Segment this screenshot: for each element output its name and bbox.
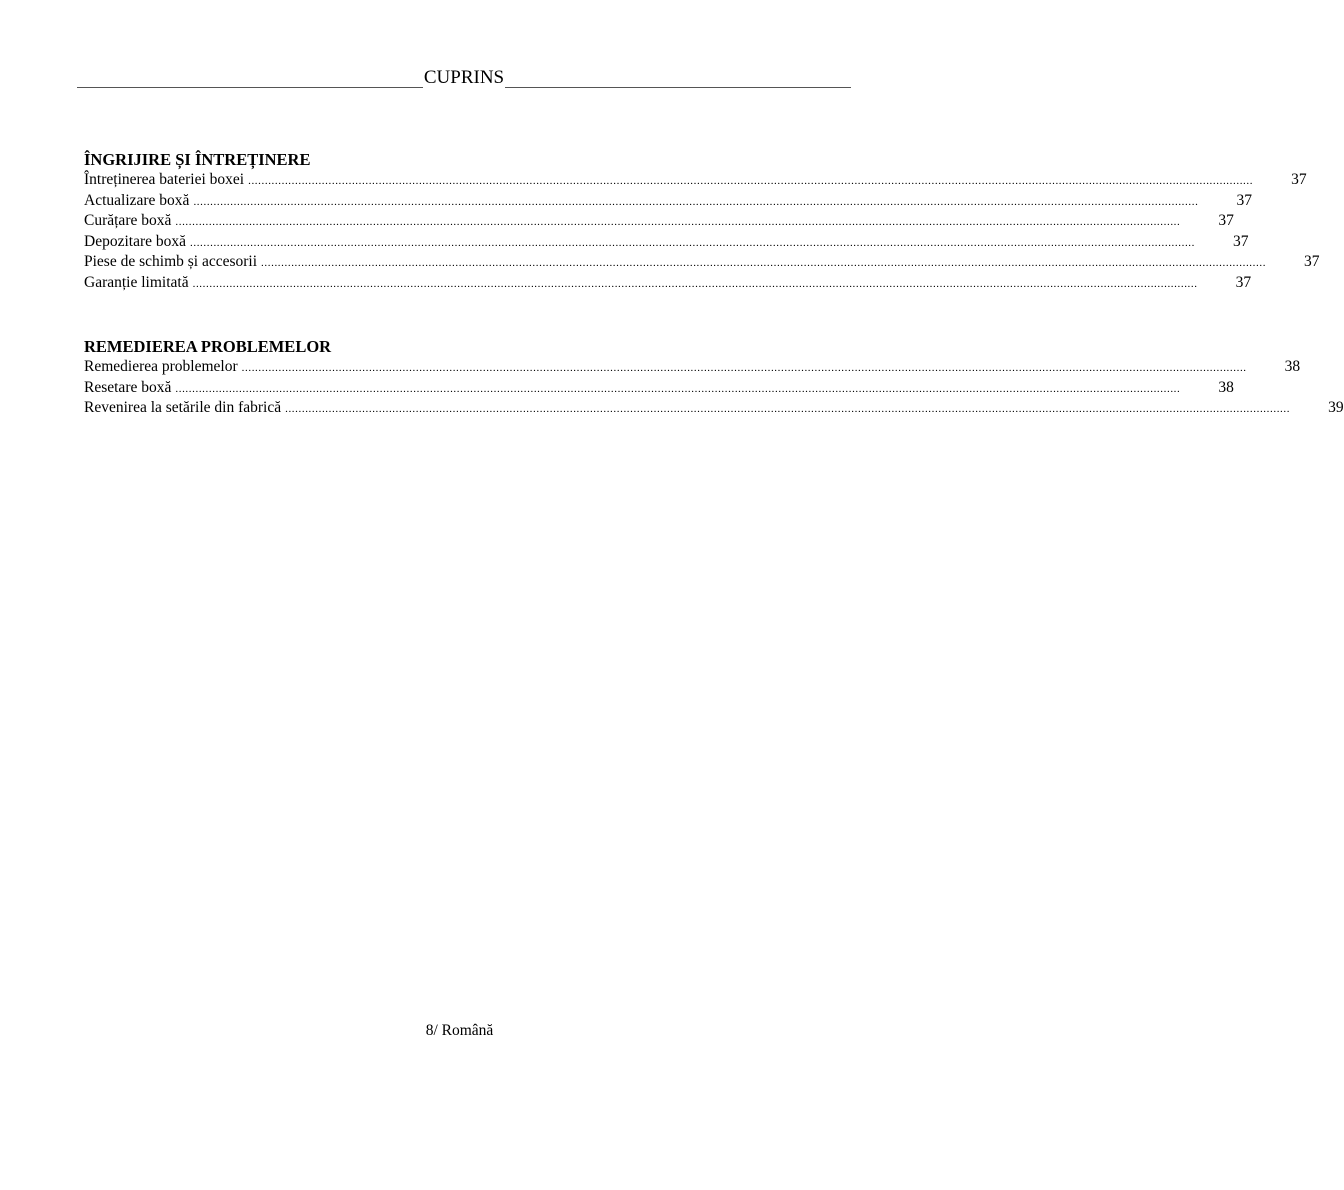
toc-entry-page: 38	[1218, 378, 1234, 396]
page-footer: 8/ Română	[425, 1022, 494, 1039]
toc-entry[interactable]	[84, 378, 1234, 399]
toc-leader-dots: ............................................................................................................................................................................................................................................................................................................	[285, 403, 1291, 416]
toc-entry-label: Curățare boxă	[84, 212, 172, 230]
toc-entry-label: Piese de schimb și accesorii	[84, 253, 258, 271]
toc-entry-page: 37	[1233, 232, 1249, 250]
toc-entry[interactable]	[84, 232, 1249, 253]
toc-entry-label: Actualizare boxă	[84, 191, 190, 209]
toc-entry[interactable]	[84, 398, 1344, 419]
toc-entry-label: Resetare boxă	[84, 378, 172, 396]
toc-entry-page: 37	[1218, 212, 1234, 230]
toc-section-care	[84, 150, 1320, 294]
toc-leader-dots: ............................................................................................................................................................................................................................................................................................................	[193, 195, 1199, 208]
page-title: CUPRINS	[423, 67, 505, 88]
toc-entry-page: 37	[1235, 273, 1252, 291]
toc-entry-label: Revenirea la setările din fabrică	[84, 399, 282, 417]
toc-leader-dots: ............................................................................................................................................................................................................................................................................................................	[190, 236, 1195, 249]
toc-entry-page: 39	[1328, 399, 1344, 417]
section-title: REMEDIEREA PROBLEMELOR	[84, 337, 332, 356]
toc-leader-dots: ............................................................................................................................................................................................................................................................................................................	[261, 257, 1267, 270]
toc-entry[interactable]	[84, 357, 1301, 378]
header-rule-left	[77, 87, 423, 88]
page-header	[77, 64, 851, 89]
toc-entry-label: Remedierea problemelor	[84, 358, 238, 375]
toc-leader-dots: ............................................................................................................................................................................................................................................................................................................	[175, 216, 1181, 229]
toc-leader-dots: ............................................................................................................................................................................................................................................................................................................	[192, 277, 1198, 290]
toc-section-troubleshooting	[84, 337, 1344, 419]
toc-entry-label: Garanție limitată	[84, 273, 189, 291]
toc-leader-dots: ............................................................................................................................................................................................................................................................................................................	[241, 362, 1247, 374]
toc-entry[interactable]	[84, 211, 1234, 232]
header-rule-right	[505, 87, 851, 88]
toc-entry[interactable]	[84, 170, 1307, 191]
toc-entry[interactable]	[84, 252, 1320, 273]
toc-leader-dots: ............................................................................................................................................................................................................................................................................................................	[248, 175, 1254, 187]
toc-entry[interactable]	[84, 273, 1252, 294]
toc-entry-page: 37	[1304, 253, 1320, 271]
toc-entry-page: 38	[1284, 358, 1301, 375]
toc-entry-page: 37	[1291, 171, 1307, 188]
toc-leader-dots: ............................................................................................................................................................................................................................................................................................................	[175, 382, 1181, 395]
section-title: ÎNGRIJIRE ȘI ÎNTREȚINERE	[84, 150, 311, 169]
toc-entry-label: Întreținerea bateriei boxei	[84, 171, 245, 188]
toc-entry-page: 37	[1236, 191, 1252, 209]
toc-entry[interactable]	[84, 191, 1252, 212]
toc-entry-label: Depozitare boxă	[84, 232, 186, 250]
